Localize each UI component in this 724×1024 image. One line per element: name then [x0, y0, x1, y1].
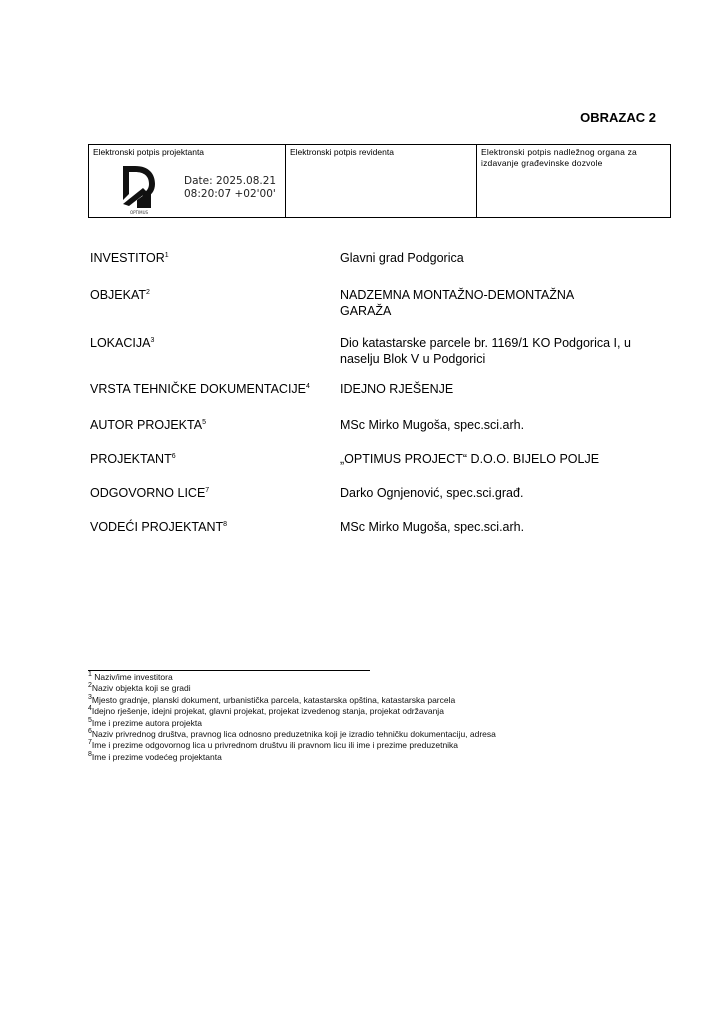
- designer-signature-cell[interactable]: [89, 145, 286, 218]
- row-value: NADZEMNA MONTAŽNO-DEMONTAŽNA GARAŽA: [340, 288, 574, 318]
- footnotes: [88, 672, 648, 763]
- row-value: MSc Mirko Mugoša, spec.sci.arh.: [340, 520, 525, 534]
- footnote: $^7$Ime i prezime odgovornog lica u privrednom društvu ili pravnom licu ili ime i prezime preduzetnika: [88, 739, 459, 751]
- reviewer-signature-label: Elektronski potpis revidenta: [290, 147, 394, 157]
- footnote: $^2$Naziv objekta koji se gradi: [88, 682, 191, 694]
- footnote-separator: [88, 670, 370, 671]
- form-number: OBRAZAC 2: [580, 110, 656, 125]
- row-value: „OPTIMUS PROJECT“ D.O.O. BIJELO POLJE: [340, 452, 600, 466]
- row-label: ODGOVORNO LICE$^7$: [90, 486, 210, 500]
- footnote: $^4$Idejno rješenje, idejni projekat, glavni projekat, projekat izvedenog stanja, projekat održavanja: [88, 705, 444, 717]
- logo-text: OPTIMUS: [129, 210, 149, 215]
- row-label: VODEĆI PROJEKTANT$^8$: [90, 520, 228, 534]
- authority-signature-label: Elektronski potpis nadležnog organa za izdavanje građevinske dozvole: [481, 147, 637, 168]
- stamp-time: 08:20:07 +02'00': [184, 188, 276, 200]
- footnote: $^6$Naziv privrednog društva, pravnog lica odnosno preduzetnika koji je izradio tehničku dokumentaciju, adresa: [88, 728, 496, 740]
- signature-stamp: [184, 175, 276, 201]
- stamp-date: Date: 2025.08.21: [184, 175, 277, 187]
- row-label: AUTOR PROJEKTA$^5$: [90, 418, 206, 432]
- footnote: $^8$Ime i prezime vodećeg projektanta: [88, 751, 222, 762]
- row-label: INVESTITOR$^1$: [90, 251, 169, 265]
- footnote: $^3$Mjesto gradnje, planski dokument, urbanistička parcela, katastarska opština, katastarska parcela: [88, 693, 456, 705]
- row-label: OBJEKAT$^2$: [90, 288, 150, 302]
- company-logo: [119, 164, 159, 216]
- designer-signature-label: Elektronski potpis projektanta: [93, 147, 205, 157]
- row-label: VRSTA TEHNIČKE DOKUMENTACIJE$^4$: [90, 382, 310, 396]
- row-value: IDEJNO RJEŠENJE: [340, 382, 454, 396]
- row-value: Glavni grad Podgorica: [340, 251, 464, 265]
- reviewer-signature-cell[interactable]: [286, 145, 477, 218]
- authority-signature-cell[interactable]: [477, 145, 671, 218]
- footnote: $^5$Ime i prezime autora projekta: [88, 716, 202, 728]
- row-label: LOKACIJA$^3$: [90, 336, 155, 350]
- row-label: PROJEKTANT$^6$: [90, 452, 176, 466]
- row-value: MSc Mirko Mugoša, spec.sci.arh.: [340, 418, 525, 432]
- row-value: Dio katastarske parcele br. 1169/1 KO Podgorica I, u naselju Blok V u Podgorici: [340, 336, 631, 366]
- signature-table: [88, 144, 671, 218]
- row-value: Darko Ognjenović, spec.sci.građ.: [340, 486, 524, 500]
- footnote: $^1$ Naziv/ime investitora: [88, 671, 173, 682]
